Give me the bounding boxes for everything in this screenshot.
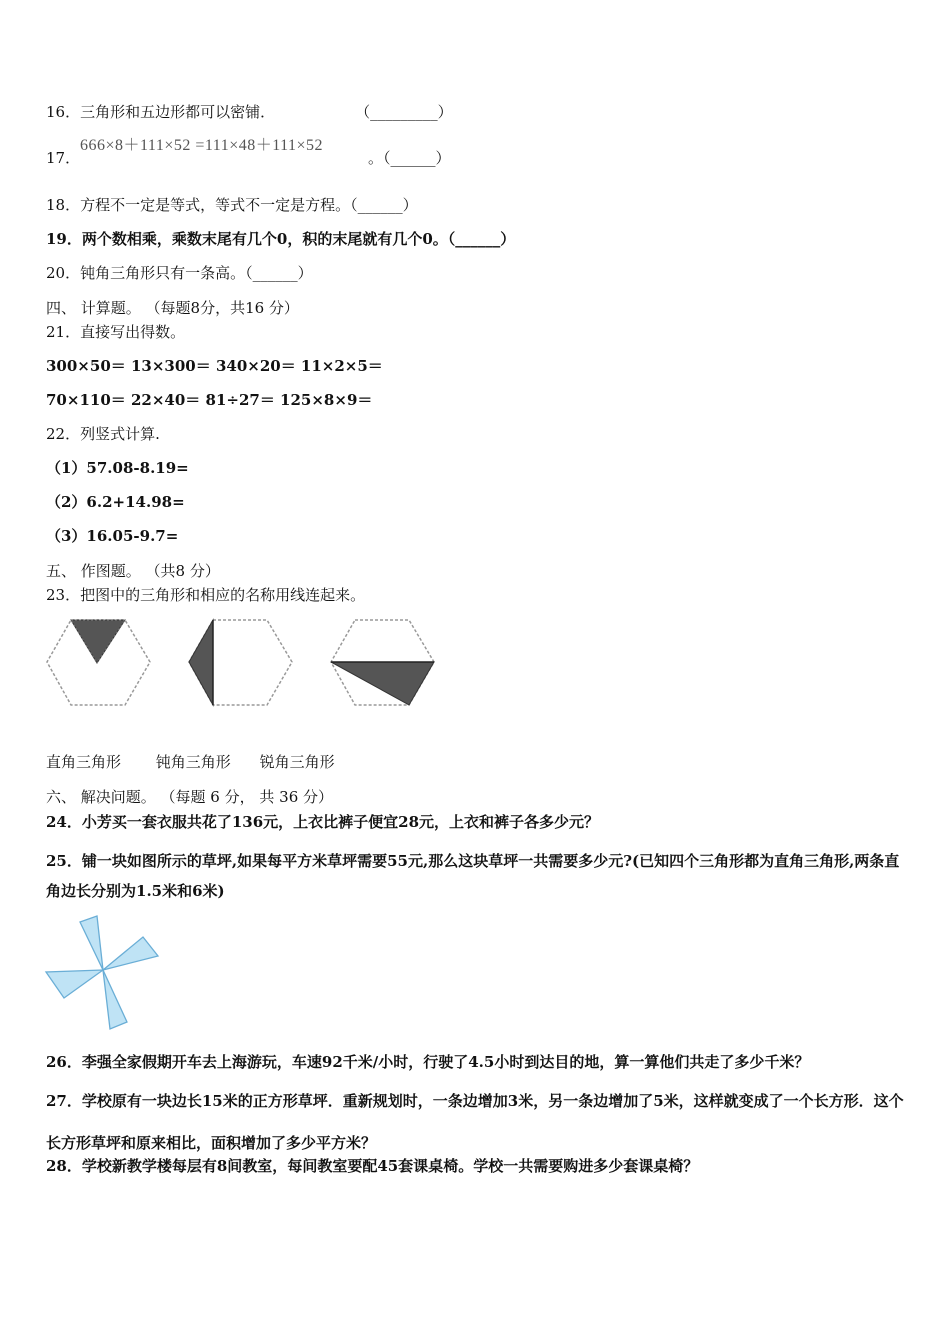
question-24: 24．小芳买一套衣服共花了136元，上衣比裤子便宜28元，上衣和裤子各多少元？ — [46, 813, 600, 831]
section-6-heading: 六、 解决问题。 （每题 6 分， 共 36 分） — [46, 788, 334, 806]
lawn-triangle-top — [80, 916, 103, 970]
lawn-triangle-left — [46, 970, 103, 998]
lawn-triangle-bottom — [103, 970, 127, 1029]
question-22-1: （1）57.08-8.19= — [46, 459, 189, 477]
formula: 666×8＋111×52 =111×48＋111×52 — [80, 137, 324, 154]
hexagon-figure-obtuse — [328, 615, 438, 710]
lawn-pinwheel-figure — [40, 912, 165, 1034]
hexagon-figure-right — [186, 615, 296, 710]
question-18: 18．方程不一定是等式，等式不一定是方程。（______） — [46, 196, 418, 214]
question-22-3: （3）16.05-9.7= — [46, 527, 179, 545]
name-acute-triangle: 锐角三角形 — [259, 753, 335, 771]
question-28: 28．学校新教学楼每层有8间教室，每间教室要配45套课桌椅。学校一共需要购进多少套课桌椅？ — [46, 1157, 699, 1175]
question-23: 23．把图中的三角形和相应的名称用线连起来。 — [46, 586, 366, 604]
question-19: 19．两个数相乘，乘数末尾有几个0，积的末尾就有几个0。（______） — [46, 230, 516, 248]
calc-row-1: 300×50＝ 13×300＝ 340×20＝ 11×2×5＝ — [46, 357, 383, 375]
question-21: 21．直接写出得数。 — [46, 323, 186, 341]
calc-row-2: 70×110＝ 22×40＝ 81÷27＝ 125×8×9＝ — [46, 391, 373, 409]
name-right-triangle: 直角三角形 — [46, 753, 122, 771]
question-25: 25．铺一块如图所示的草坪,如果每平方米草坪需要55元,那么这块草坪一共需要多少元?(已知四个三角形都为直角三角形,两条直角边长分别为1.5米和6米) — [46, 852, 900, 900]
section-5-heading: 五、 作图题。 （共8 分） — [46, 562, 220, 580]
hexagon-figure-acute — [44, 615, 154, 710]
question-22: 22．列竖式计算. — [46, 425, 160, 443]
question-27: 27．学校原有一块边长15米的正方形草坪．重新规划时，一条边增加3米，另一条边增加了5米，这样就变成了一个长方形．这个长方形草坪和原来相比，面积增加了多少平方米？ — [46, 1092, 904, 1152]
question-22-2: （2）6.2+14.98= — [46, 493, 185, 511]
question-16: 16．三角形和五边形都可以密铺． （_________） — [46, 103, 453, 121]
lawn-triangle-right — [103, 937, 158, 970]
section-4-heading: 四、 计算题。 （每题8分，共16 分） — [46, 299, 299, 317]
triangle-names — [46, 752, 335, 772]
name-obtuse-triangle: 钝角三角形 — [155, 753, 231, 771]
question-26: 26．李强全家假期开车去上海游玩，车速92千米/小时，行驶了4.5小时到达目的地，算一算他们共走了多少千米？ — [46, 1053, 810, 1071]
question-20: 20．钝角三角形只有一条高。（______） — [46, 264, 313, 282]
